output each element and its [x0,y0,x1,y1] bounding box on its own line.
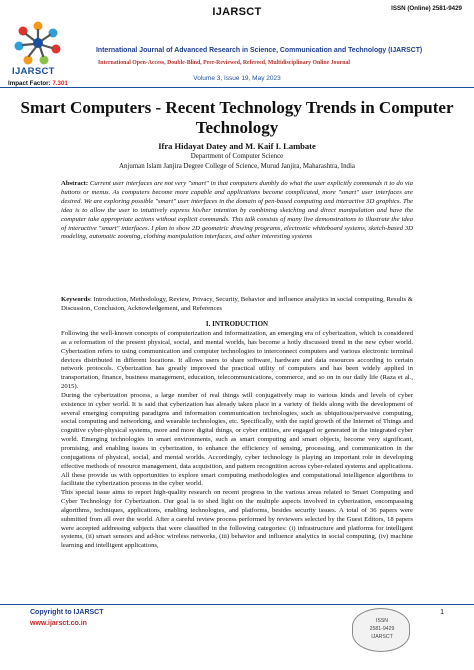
abstract-text: Current user interfaces are not very "smart" in that computers dumbly do what the user explicitly commands it to do via buttons or menus. As computers become more capable and applications become complicated, more "smart" user interfaces are desired. We are exploring possible "smart" user interfaces in the domain of pen-based computing and interactive 3D graphics. The idea is to allow the user to intuitively express his/her intention by combining sketching and direct manipulation and have the computer take appropriate actions without explicit commands. This talk consists of many live demonstrations to illustrate the idea of interactive "smart" interfaces. I plan to show 2D geometric drawing programs, electronic whiteboard systems, sketch-based 3D modeling, automatic zooming, clothing manipulation interfaces, and other interesting systems [61,180,413,241]
paragraph: During the cyberization process, a large number of real things will conjugatively map to various kinds and levels of cyber existence in cyber world. It is said that cyberization has already taken place in a variety of fields along with the development of several emerging computing paradigms and information communication technologies, such as ubiquitous/pervasive computing, social computing and networking, and wearable technologies, etc. Specifically, with the rapid growth of the Internet of Things and cognitive cyber-physical systems, more and more digital things, or cyber entities, are engaged or generated in the integrated cyber world. Emerging technologies in smart environments, such as smart computing and smart objects, become very significant, promising, and enabling issues in cyberization, to enhance the efficiency of sensing, processing, and communication in the conjugations of physical, social, and mental worlds. Accordingly, cyber technology is playing an important role in developing effective methods of resource management, data acquisition, and pattern recognition across cyber-related systems and applications. All these provide us with opportunities to explore smart computing methodologies and computational intelligence algorithms to facilitate the cyberization process in the cyber world. [61,391,413,488]
ijarsct-logo-icon [14,20,62,66]
seal-line: ISSN [375,618,389,624]
seal-line: IJARSCT [371,634,393,640]
author-college: Anjuman Islam Janjira Degree College of Science, Murud Janjira, Maharashtra, India [119,163,355,170]
abstract-block [61,180,413,242]
keywords-label: Keywords [61,296,90,303]
keywords-text: : Introduction, Methodology, Review, Privacy, Security, Behavior and influence analytics in social computing, Results & Discussion, Conclusion, Acknowledgement, and References [61,296,413,312]
journal-full-name: International Journal of Advanced Research in Science, Communication and Technology (IJARSCT) [96,47,423,54]
journal-short-name: IJARSCT [212,6,262,18]
section-heading-introduction: I. INTRODUCTION [205,320,269,328]
header-divider [0,87,474,88]
journal-seal [352,608,410,652]
footer-website-link[interactable]: www.ijarsct.co.in [30,620,87,627]
paragraph: This special issue aims to report high-quality research on recent progress in the various areas related to Smart Computing and Cyber Technology for Cyberization. Our goal is to shed light on the multiple aspects involved in cyberization, encompassing algorithms, techniques, applications, enabling technologies, and platforms, besides security issues. A total of 36 papers were submitted from all over the world. After a careful review process performed by reviewers selected by the Guest Editors, 18 papers were accepted addressing subjects that were classified in the following categories: (i) infrastructure and platforms for intelligent systems, (ii) smart sensors and ad-hoc wireless networks, (iii) behavior and influence analytics in social computing, (iv) machine learning and intelligent applications, [61,489,413,550]
impact-factor-label: Impact Factor: [8,80,51,87]
seal-line: 2581-9429 [369,626,395,632]
footer-divider [0,604,474,605]
paper-authors: Ifra Hidayat Datey and M. Kaif I. Lambate [158,141,316,151]
logo-wordmark: IJARSCT [12,66,55,77]
issn-online: ISSN (Online) 2581-9429 [391,5,462,12]
page-number: 1 [440,609,444,616]
paragraph: Following the well-known concepts of computerization and informatization, an emerging era of cyberization, which is considered as a reformation of the present physical, social, and mental worlds, has become a hotly discussed trend in the new cyber world. Cyberization refers to using communication and computer technologies to interconnect computers and various electronic terminal devices distributed in different locations. It allows users to share software, hardware and data resources according to certain network protocols. Cyberization has greatly improved the practical utility of computers and has been widely applied in transportation, finance, business management, education, telecommunications, commerce, and so on in our daily life (Raza et al., 2015). [61,330,413,391]
impact-factor-value: 7.301 [52,80,68,87]
keywords-block [61,296,413,314]
author-department: Department of Computer Science [190,153,284,160]
journal-header [0,0,474,96]
journal-tagline: International Open-Access, Double-Blind, Peer-Reviewed, Refereed, Multidisciplinary Online Journal [98,60,350,66]
abstract-label: Abstract: [61,180,89,187]
introduction-body [61,330,413,551]
footer-copyright: Copyright to IJARSCT [30,609,104,616]
volume-issue: Volume 3, Issue 19, May 2023 [193,75,281,82]
paper-title: Smart Computers - Recent Technology Trends in Computer Technology [20,98,454,137]
